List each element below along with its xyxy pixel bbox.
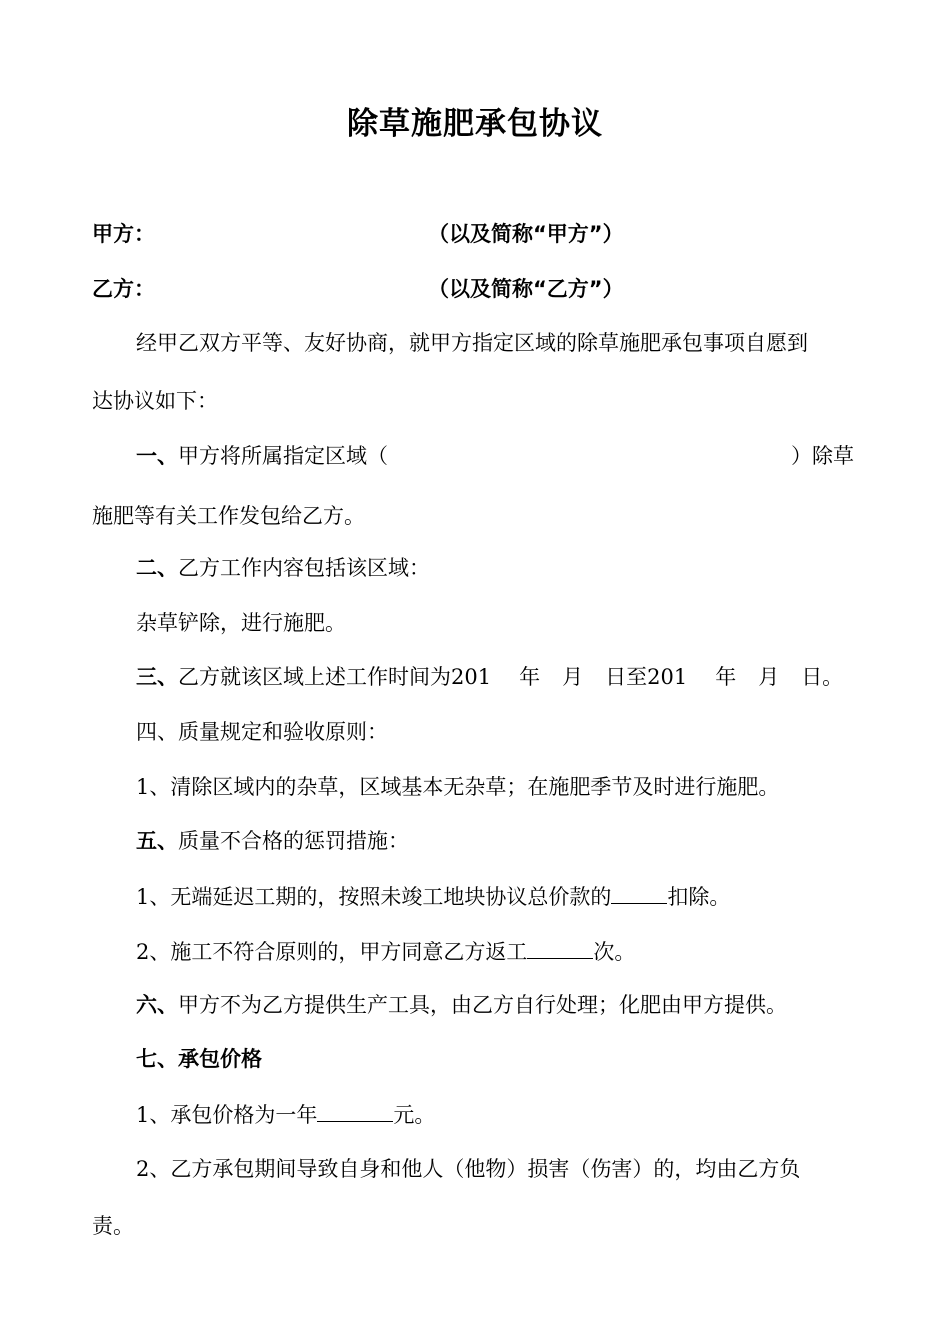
section-6-text: 甲方不为乙方提供生产工具，由乙方自行处理；化肥由甲方提供。: [178, 993, 787, 1017]
section-2-heading: [136, 553, 430, 583]
section-1-line-2: 施肥等有关工作发包给乙方。: [92, 504, 365, 528]
section-7-item-2-line-2: 责。: [92, 1214, 134, 1238]
section-3-line: [136, 662, 843, 692]
intro-line-1: 经甲乙双方平等、友好协商，就甲方指定区域的除草施肥承包事项自愿到: [136, 331, 808, 355]
penalty-ratio-blank: [611, 881, 667, 904]
section-3-year-1: 年: [519, 665, 541, 689]
section-4-heading: 四、质量规定和验收原则：: [136, 720, 388, 744]
section-3-month-1: 月: [562, 665, 584, 689]
section-1-number: 一、: [136, 444, 178, 468]
party-a-label: 甲方：: [92, 222, 155, 246]
section-7-heading: 七、承包价格: [136, 1047, 262, 1071]
section-3-month-2: 月: [758, 665, 780, 689]
party-a-alias: （以及简称“甲方”）: [428, 222, 624, 246]
section-5-item-1-before: 1、无端延迟工期的，按照未竣工地块协议总价款的: [136, 885, 612, 909]
section-6-number: 六、: [136, 993, 178, 1017]
section-7-item-1: [136, 1099, 435, 1129]
section-5-heading: [136, 826, 409, 856]
rework-count-blank: [527, 936, 593, 959]
party-b-alias: （以及简称“乙方”）: [428, 277, 624, 301]
document-title: 除草施肥承包协议: [347, 106, 603, 142]
section-1-text-after: ）除草: [791, 444, 854, 468]
section-7-item-1-after: 元。: [393, 1103, 436, 1127]
section-3-day-2: 日。: [801, 665, 844, 689]
section-3-number: 三、: [136, 665, 178, 689]
section-5-number: 五、: [136, 829, 178, 853]
annual-price-blank: [317, 1099, 393, 1122]
section-3-year-2: 年: [715, 665, 737, 689]
section-5-item-2: [136, 936, 635, 966]
section-2-text: 乙方工作内容包括该区域：: [178, 556, 430, 580]
intro-line-2: 达协议如下：: [92, 389, 218, 413]
section-2-number: 二、: [136, 556, 178, 580]
section-5-item-1-after: 扣除。: [667, 885, 731, 909]
section-7-item-1-before: 1、承包价格为一年: [136, 1103, 318, 1127]
section-5-text: 质量不合格的惩罚措施：: [178, 829, 409, 853]
section-4-item-1: 1、清除区域内的杂草，区域基本无杂草；在施肥季节及时进行施肥。: [136, 775, 780, 799]
section-3-day-1-to: 日至201: [605, 665, 688, 689]
section-3-text-start: 乙方就该区域上述工作时间为201: [178, 665, 492, 689]
section-2-detail: 杂草铲除，进行施肥。: [136, 611, 346, 635]
section-7-item-2-line-1: 2、乙方承包期间导致自身和他人（他物）损害（伤害）的，均由乙方负: [136, 1157, 801, 1181]
section-1-line-1: [136, 441, 388, 471]
section-6-line: [136, 990, 787, 1020]
section-5-item-2-after: 次。: [593, 940, 636, 964]
section-1-text-before: 甲方将所属指定区域（: [178, 444, 388, 468]
section-5-item-1: [136, 881, 730, 911]
section-5-item-2-before: 2、施工不符合原则的，甲方同意乙方返工: [136, 940, 528, 964]
party-b-label: 乙方：: [92, 277, 155, 301]
